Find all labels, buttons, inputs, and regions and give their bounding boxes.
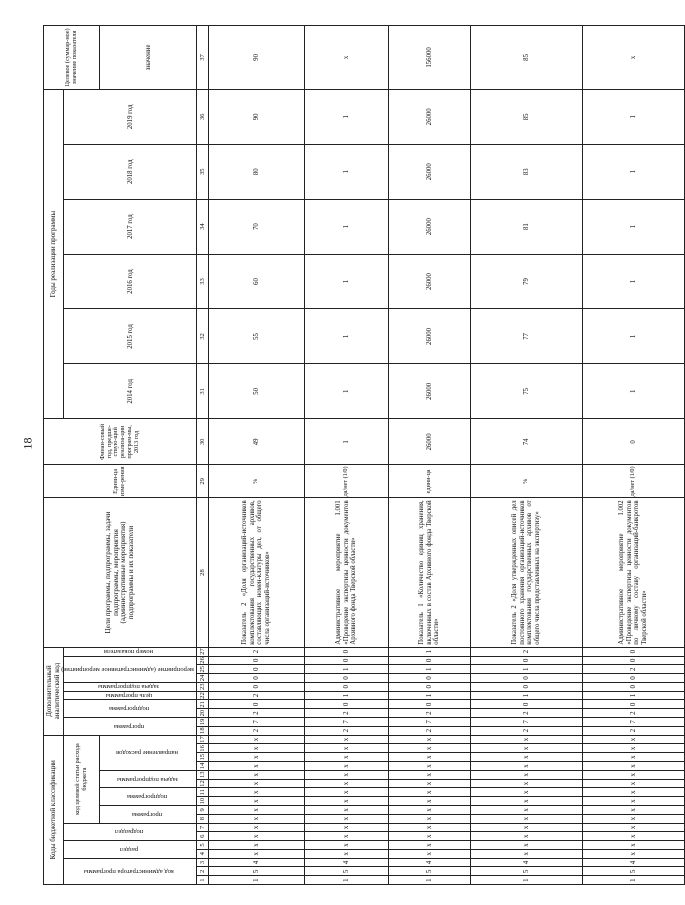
row-year-value: 1	[629, 170, 637, 174]
code-cell: x	[388, 753, 470, 762]
row-year	[470, 364, 582, 419]
code-cell: 2	[582, 726, 684, 735]
code-cell: 2	[208, 691, 304, 700]
code-cell: x	[582, 805, 684, 814]
row-year	[388, 254, 470, 309]
code-cell: x	[470, 841, 582, 850]
column-number: 19	[197, 717, 209, 726]
code-cell: 4	[208, 858, 304, 867]
row-year-value: 1	[629, 334, 637, 339]
row-year	[582, 364, 684, 419]
column-number: 6	[197, 832, 209, 841]
code-cell: 7	[208, 717, 304, 726]
row-base	[208, 419, 304, 465]
column-number: 1	[197, 876, 209, 885]
code-cell: 0	[304, 647, 388, 656]
row-name: Показатель 2 «Доля утвержденных описей дел постоянного хранения организаций-источников комплектования государственных архивов от общего числа представленных на экспертизу»	[470, 498, 582, 647]
column-number: 21	[197, 700, 209, 709]
column-number: 22	[197, 691, 209, 700]
header-admin-code: код администратора программы	[64, 858, 197, 884]
row-base	[582, 419, 684, 465]
column-number: 10	[197, 797, 209, 806]
row-year-value: 26000	[425, 382, 433, 400]
header-a-program-task: цель программы	[64, 691, 197, 700]
code-cell: x	[304, 805, 388, 814]
row-target-value: 90	[252, 54, 260, 61]
code-cell: 5	[208, 867, 304, 876]
code-cell: x	[470, 762, 582, 771]
row-year	[582, 89, 684, 144]
code-cell: 7	[304, 717, 388, 726]
code-cell: x	[388, 849, 470, 858]
code-cell: 1	[388, 691, 470, 700]
code-cell: 2	[208, 726, 304, 735]
row-target	[470, 26, 582, 90]
column-number: 29	[197, 465, 209, 498]
row-year	[582, 254, 684, 309]
code-cell: 1	[582, 691, 684, 700]
rotated-page	[43, 25, 649, 885]
table-row	[582, 26, 684, 885]
row-year-value: 83	[522, 168, 530, 176]
code-cell: x	[582, 762, 684, 771]
program-indicators-table	[43, 25, 685, 885]
code-cell: x	[582, 832, 684, 841]
code-cell: x	[582, 753, 684, 762]
column-number: 33	[197, 254, 209, 309]
code-cell: x	[470, 753, 582, 762]
header-a-program: программа	[64, 717, 197, 735]
row-year-value: 80	[252, 168, 260, 176]
code-cell: x	[582, 735, 684, 744]
code-cell: x	[388, 744, 470, 753]
code-cell: 2	[582, 709, 684, 718]
row-target-value: x	[629, 55, 637, 60]
code-cell: 0	[582, 674, 684, 683]
code-cell: 1	[582, 876, 684, 885]
code-cell: 2	[304, 709, 388, 718]
code-cell: x	[388, 735, 470, 744]
row-year	[470, 254, 582, 309]
column-number: 7	[197, 823, 209, 832]
column-number: 8	[197, 814, 209, 823]
column-number: 26	[197, 656, 209, 665]
row-year	[470, 89, 582, 144]
code-cell: 0	[208, 665, 304, 674]
table-row	[304, 26, 388, 885]
code-cell: x	[208, 762, 304, 771]
code-cell: 5	[304, 867, 388, 876]
code-cell: x	[470, 814, 582, 823]
code-cell: 7	[582, 717, 684, 726]
code-cell: x	[304, 762, 388, 771]
code-cell: x	[208, 814, 304, 823]
code-cell: x	[208, 823, 304, 832]
row-base	[304, 419, 388, 465]
row-year	[304, 254, 388, 309]
row-year	[208, 309, 304, 364]
code-cell: x	[208, 797, 304, 806]
code-cell: x	[388, 832, 470, 841]
row-year	[388, 89, 470, 144]
column-number: 34	[197, 199, 209, 254]
code-cell: 0	[582, 700, 684, 709]
column-number: 14	[197, 762, 209, 771]
code-cell: 0	[470, 700, 582, 709]
row-year-value: 77	[522, 333, 530, 340]
header-budget-codes: Коды бюджетной классификации	[44, 735, 64, 884]
column-number: 15	[197, 753, 209, 762]
column-number: 11	[197, 788, 209, 797]
code-cell: x	[304, 770, 388, 779]
code-cell: 0	[582, 656, 684, 665]
code-cell: 2	[470, 726, 582, 735]
code-cell: 1	[304, 691, 388, 700]
header-year-2019: 2019 год	[64, 89, 197, 144]
code-cell: x	[388, 762, 470, 771]
column-number: 13	[197, 770, 209, 779]
header-unit: Едини-ца изме-рения	[44, 465, 197, 498]
row-target	[208, 26, 304, 90]
code-cell: x	[208, 753, 304, 762]
column-number: 9	[197, 805, 209, 814]
row-base-value: 26000	[425, 433, 433, 451]
row-unit: едини-ца	[388, 465, 470, 498]
row-base-value: 0	[629, 440, 637, 444]
code-cell: 0	[304, 700, 388, 709]
header-analytic-code: Дополнительный аналитический код	[44, 647, 64, 735]
row-base-value: 74	[522, 438, 530, 446]
code-cell: 0	[388, 700, 470, 709]
header-program: программа	[100, 805, 197, 823]
row-year-value: 79	[522, 278, 530, 285]
row-year	[304, 199, 388, 254]
code-cell: x	[388, 805, 470, 814]
code-cell: 2	[388, 726, 470, 735]
table-row	[470, 26, 582, 885]
row-year-value: 90	[252, 113, 260, 121]
code-cell: 2	[208, 709, 304, 718]
code-cell: 0	[208, 700, 304, 709]
row-year-value: 1	[342, 279, 350, 284]
code-cell: x	[470, 735, 582, 744]
header-year-2014: 2014 год	[64, 364, 197, 419]
column-number: 17	[197, 735, 209, 744]
header-year-2018: 2018 год	[64, 144, 197, 199]
code-cell: x	[470, 770, 582, 779]
code-cell: 2	[388, 709, 470, 718]
header-target-group: Целевое (суммар-ное) значение показателя	[44, 26, 100, 90]
column-numbers-row	[197, 26, 209, 885]
row-year	[304, 144, 388, 199]
code-cell: 0	[582, 647, 684, 656]
code-cell: x	[388, 797, 470, 806]
code-cell: 1	[470, 665, 582, 674]
code-cell: x	[304, 788, 388, 797]
code-cell: 0	[388, 674, 470, 683]
code-cell: 0	[388, 656, 470, 665]
row-year	[208, 144, 304, 199]
code-cell: x	[208, 779, 304, 788]
row-year-value: 75	[522, 387, 530, 395]
row-year-value: 1	[342, 389, 350, 394]
code-cell: 2	[582, 665, 684, 674]
row-base-value: 49	[252, 438, 260, 446]
row-year-value: 26000	[425, 218, 433, 236]
code-cell: x	[388, 841, 470, 850]
row-year-value: 1	[629, 115, 637, 119]
row-unit: %	[208, 465, 304, 498]
code-cell: 0	[470, 674, 582, 683]
row-year-value: 1	[342, 334, 350, 339]
row-base	[388, 419, 470, 465]
column-number: 20	[197, 709, 209, 718]
code-cell: 1	[388, 876, 470, 885]
header-target-article: код целевой статьи расхода бюджета	[64, 735, 100, 823]
row-target	[388, 26, 470, 90]
row-year-value: 1	[342, 224, 350, 229]
row-year-value: 1	[629, 224, 637, 229]
header-base-year: Финан-совый год, предше-ствую-щий реализа-ции програм-мы, 2013 год	[44, 419, 197, 465]
row-target-value: 85	[522, 54, 530, 61]
column-number: 35	[197, 144, 209, 199]
row-year	[304, 364, 388, 419]
row-year-value: 55	[252, 333, 260, 340]
row-target	[582, 26, 684, 90]
row-year	[208, 199, 304, 254]
column-number: 2	[197, 867, 209, 876]
code-cell: x	[582, 770, 684, 779]
code-cell: x	[470, 849, 582, 858]
row-year-value: 50	[252, 387, 260, 395]
row-year-value: 1	[342, 170, 350, 174]
code-cell: x	[304, 841, 388, 850]
code-cell: x	[208, 841, 304, 850]
row-year	[304, 89, 388, 144]
row-unit: да/нет (1/0)	[304, 465, 388, 498]
code-cell: 2	[470, 709, 582, 718]
row-year	[470, 309, 582, 364]
code-cell: x	[304, 779, 388, 788]
code-cell: x	[304, 797, 388, 806]
row-year-value: 26000	[425, 273, 433, 291]
row-target	[304, 26, 388, 90]
header-a-indicator: номер показателя	[64, 647, 197, 656]
header-year-2017: 2017 год	[64, 199, 197, 254]
code-cell: 4	[388, 858, 470, 867]
code-cell: 0	[304, 674, 388, 683]
code-cell: 4	[582, 858, 684, 867]
code-cell: x	[388, 814, 470, 823]
column-number: 12	[197, 779, 209, 788]
row-target-value: x	[342, 55, 350, 60]
row-year	[582, 199, 684, 254]
column-number: 37	[197, 26, 209, 90]
header-subprogram: подпрограмма	[100, 788, 197, 806]
code-cell: 0	[208, 674, 304, 683]
code-cell: 0	[208, 682, 304, 691]
header-a-subprogram: подпрограмма	[64, 700, 197, 718]
code-cell: x	[208, 770, 304, 779]
row-year	[388, 199, 470, 254]
row-year-value: 26000	[425, 163, 433, 181]
code-cell: x	[582, 823, 684, 832]
row-year	[304, 309, 388, 364]
header-expense-direction: направление расходов	[100, 735, 197, 770]
code-cell: x	[304, 823, 388, 832]
row-year-value: 1	[629, 279, 637, 284]
code-cell: 1	[388, 647, 470, 656]
code-cell: 2	[470, 647, 582, 656]
row-year	[582, 144, 684, 199]
code-cell: 0	[470, 656, 582, 665]
column-number: 31	[197, 364, 209, 419]
code-cell: x	[470, 805, 582, 814]
row-name: Административное мероприятие 1.002 «Проведение экспертизы ценности документов по личному составу организаций-банкротов Тверской области»	[582, 498, 684, 647]
code-cell: x	[208, 735, 304, 744]
row-base	[470, 419, 582, 465]
row-unit: да/нет (1/0)	[582, 465, 684, 498]
header-year-2015: 2015 год	[64, 309, 197, 364]
code-cell: x	[388, 779, 470, 788]
code-cell: x	[208, 849, 304, 858]
code-cell: 2	[208, 647, 304, 656]
column-number: 5	[197, 841, 209, 850]
row-name: Показатель 1 «Количество единиц хранения, включенных в состав Архивного фонда Тверской области»	[388, 498, 470, 647]
code-cell: 2	[304, 726, 388, 735]
code-cell: 1	[470, 876, 582, 885]
row-target-value: 156000	[425, 47, 433, 68]
code-cell: x	[388, 770, 470, 779]
header-year-2016: 2016 год	[64, 254, 197, 309]
code-cell: 0	[582, 682, 684, 691]
code-cell: 0	[470, 682, 582, 691]
code-cell: x	[582, 849, 684, 858]
code-cell: x	[208, 788, 304, 797]
code-cell: x	[582, 788, 684, 797]
code-cell: x	[470, 797, 582, 806]
row-year	[388, 144, 470, 199]
code-cell: 4	[470, 858, 582, 867]
header-years-group: Годы реализации программы	[44, 89, 64, 418]
row-year	[388, 364, 470, 419]
code-cell: x	[582, 841, 684, 850]
header-a-measures: мероприятие (административное мероприятие)	[64, 656, 197, 682]
code-cell: 7	[388, 717, 470, 726]
header-a-sub-task: задача подпрограммы	[64, 682, 197, 691]
code-cell: x	[388, 788, 470, 797]
code-cell: x	[304, 735, 388, 744]
table-row	[388, 26, 470, 885]
code-cell: 0	[304, 682, 388, 691]
row-year-value: 26000	[425, 327, 433, 345]
code-cell: x	[582, 779, 684, 788]
code-cell: x	[470, 779, 582, 788]
code-cell: 5	[470, 867, 582, 876]
column-number: 23	[197, 682, 209, 691]
table-row	[208, 26, 304, 885]
column-number: 18	[197, 726, 209, 735]
column-number: 24	[197, 674, 209, 683]
code-cell: x	[208, 805, 304, 814]
header-target-value: значение	[100, 26, 197, 90]
row-year-value: 60	[252, 278, 260, 285]
code-cell: x	[470, 832, 582, 841]
code-cell: 1	[388, 665, 470, 674]
code-cell: 5	[388, 867, 470, 876]
code-cell: x	[582, 744, 684, 753]
code-cell: 1	[304, 665, 388, 674]
code-cell: 0	[208, 656, 304, 665]
code-cell: x	[208, 832, 304, 841]
column-number: 3	[197, 858, 209, 867]
row-year	[208, 364, 304, 419]
code-cell: x	[582, 797, 684, 806]
code-cell: 1	[208, 876, 304, 885]
column-number: 27	[197, 647, 209, 656]
code-cell: 1	[304, 876, 388, 885]
row-year-value: 85	[522, 113, 530, 121]
column-number: 36	[197, 89, 209, 144]
row-name: Административное мероприятие 1.001 «Проведение экспертизы ценности документов Архивного фонда Тверской области»	[304, 498, 388, 647]
column-number: 4	[197, 849, 209, 858]
code-cell: 0	[388, 682, 470, 691]
row-year	[208, 89, 304, 144]
code-cell: x	[304, 832, 388, 841]
column-number: 32	[197, 309, 209, 364]
row-year	[388, 309, 470, 364]
code-cell: 1	[470, 691, 582, 700]
column-number: 28	[197, 498, 209, 647]
page-number: 18	[20, 437, 35, 450]
column-number: 16	[197, 744, 209, 753]
row-year	[470, 199, 582, 254]
row-year	[470, 144, 582, 199]
code-cell: x	[304, 814, 388, 823]
code-cell: 7	[470, 717, 582, 726]
code-cell: x	[304, 744, 388, 753]
code-cell: x	[470, 788, 582, 797]
column-number: 30	[197, 419, 209, 465]
code-cell: 0	[304, 656, 388, 665]
row-unit: %	[470, 465, 582, 498]
row-year-value: 1	[629, 389, 637, 394]
code-cell: x	[582, 814, 684, 823]
header-task: задача подпрограммы	[100, 770, 197, 788]
code-cell: x	[388, 823, 470, 832]
header-name: Цели программы, подпрограммы, задачи подпрограммы, мероприятия (административные мероприятия) подпрограммы и их показатели	[44, 498, 197, 647]
code-cell: 5	[582, 867, 684, 876]
row-year-value: 26000	[425, 108, 433, 126]
row-base-value: 1	[342, 440, 350, 444]
code-cell: x	[208, 744, 304, 753]
row-year-value: 1	[342, 115, 350, 119]
code-cell: x	[470, 823, 582, 832]
column-number: 25	[197, 665, 209, 674]
row-year	[582, 309, 684, 364]
header-subsection: подраздел	[64, 823, 197, 841]
code-cell: 4	[304, 858, 388, 867]
header-section: раздел	[64, 841, 197, 859]
row-year	[208, 254, 304, 309]
code-cell: x	[304, 849, 388, 858]
code-cell: x	[304, 753, 388, 762]
code-cell: x	[470, 744, 582, 753]
row-name: Показатель 2 «Доля организаций-источников комплектования государственных архивов, составляющих номен-клатуры дел, от общего числа организаций-источников»	[208, 498, 304, 647]
row-year-value: 70	[252, 223, 260, 231]
row-year-value: 81	[522, 223, 530, 231]
